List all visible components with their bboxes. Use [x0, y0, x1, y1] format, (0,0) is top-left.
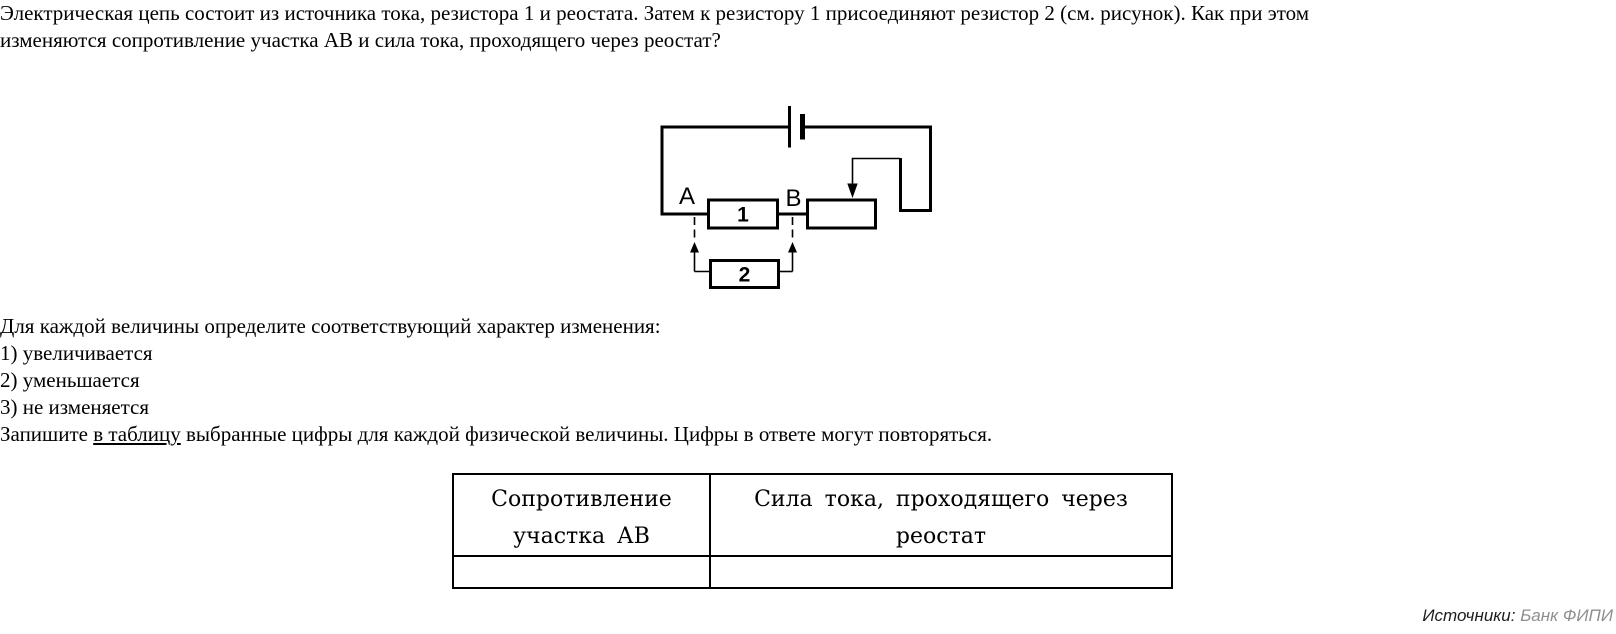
header-resistance-ab: Сопротивление участка АВ: [453, 474, 710, 556]
answer-cell-resistance[interactable]: [453, 556, 710, 588]
note-after: выбранные цифры для каждой физической величины. Цифры в ответе могут повторяться.: [180, 422, 993, 446]
option-3: 3) не изменяется: [0, 395, 150, 419]
instructions-note: [0, 421, 992, 448]
rheostat-slider-arrow-icon: [847, 159, 900, 199]
wire-right-loop: [803, 127, 931, 211]
resistor-2-label: 2: [738, 263, 751, 287]
question-line-2: изменяются сопротивление участка АВ и сила тока, проходящего через реостат?: [0, 28, 721, 52]
rheostat-box: [808, 200, 876, 228]
resistor-1-label: 1: [737, 203, 749, 227]
circuit-diagram: [600, 95, 960, 295]
header-current-rheostat: [710, 474, 1172, 556]
instructions: [0, 313, 992, 448]
answer-table: [452, 473, 1173, 589]
source-label: Источники:: [1422, 606, 1516, 625]
question-text: [0, 0, 1309, 54]
question-line-1: Электрическая цепь состоит из источника тока, резистора 1 и реостата. Затем к резистору 1 присоединяют резистор 2 (см. рисунок). Как при этом: [0, 1, 1310, 25]
option-2: 2) уменьшается: [0, 368, 140, 392]
note-before: Запишите: [0, 422, 94, 446]
source-attribution: [1422, 606, 1613, 626]
attach-arrow-up-icon: [690, 242, 699, 253]
table-answer-row: [453, 556, 1172, 588]
attach-arrow-up-icon: [788, 242, 797, 253]
source-link[interactable]: Банк ФИПИ: [1520, 606, 1613, 625]
node-a-label: A: [678, 183, 696, 210]
node-b-label: B: [785, 185, 802, 212]
note-underlined: в таблицу: [93, 422, 181, 446]
option-1: 1) увеличивается: [0, 341, 153, 365]
table-header-row: [453, 474, 1172, 556]
header-current-line-1: Сила тока, проходящего через: [754, 487, 1128, 512]
battery-icon: [790, 106, 803, 148]
header-current-line-2: реостат: [895, 524, 987, 549]
answer-cell-current[interactable]: [710, 556, 1172, 588]
instructions-intro: Для каждой величины определите соответствующий характер изменения:: [0, 314, 661, 338]
